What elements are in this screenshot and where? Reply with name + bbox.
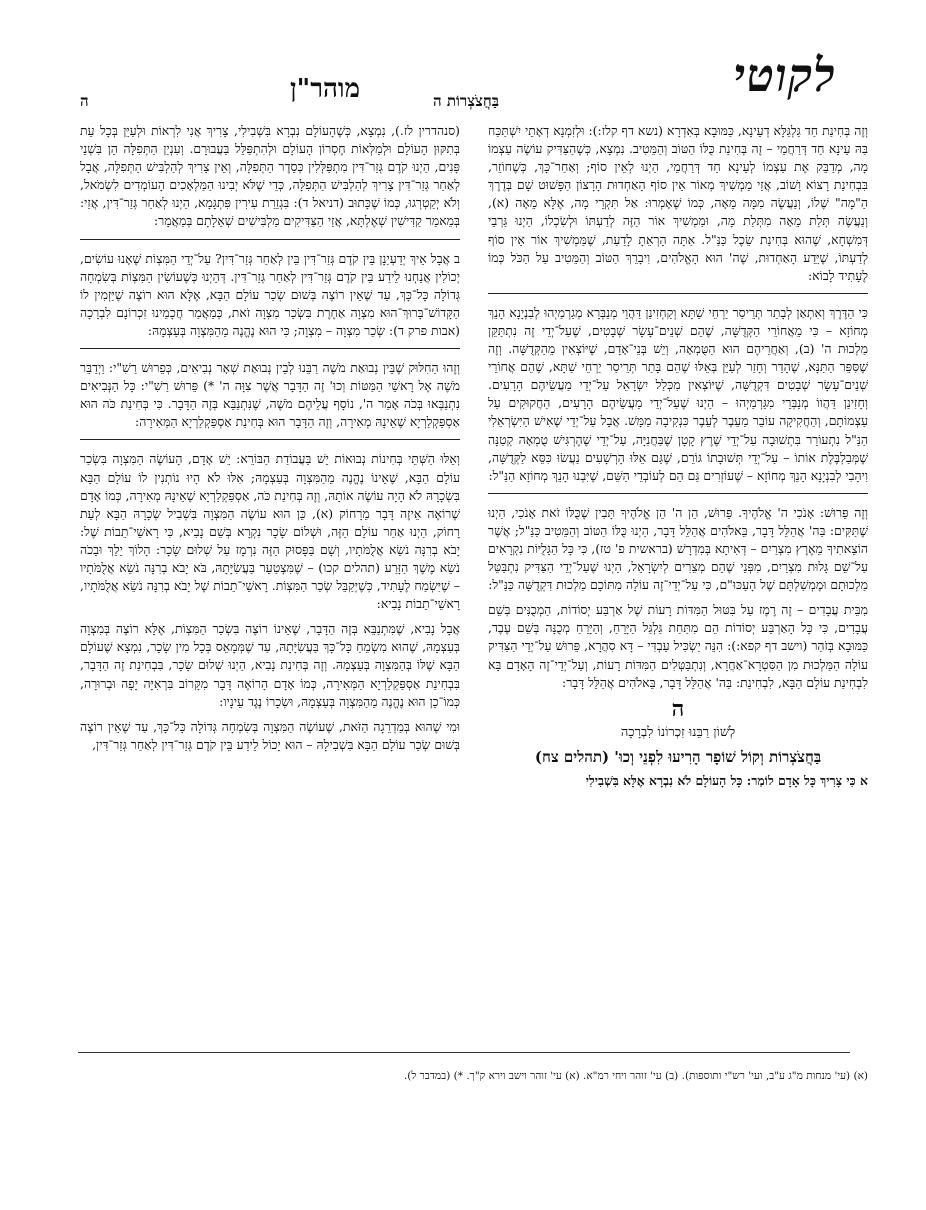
left-column — [80, 122, 460, 761]
paragraph-divider — [488, 493, 868, 494]
paragraph-left-3: וְזֶהוּ הַחִלּוּק שֶׁבֵּין נְבוּאַת מֹשֶׁה רַבֵּנוּ לְבֵין נְבוּאַת שְׁאָר נְבִיאִים, כְּפֵרוּשׁ רַשִׁ"י: וַיְדַבֵּר מֹשֶׁה אֶל רָאשֵׁי הַמַּטּוֹת וְכוּ' זֶה הַדָּבָר אֲשֶׁר צִוָּה ה' *) פֵּרוּשׁ רַשִׁ"י: כָּל הַנְּבִיאִים נִתְנַבְּאוּ בְּכֹה אָמַר ה', נוֹסָף עֲלֵיהֶם מֹשֶׁה, שֶׁנִּתְנַבֵּא בְּזֶה הַדָּבָר. כִּי בְּחִינַת כֹּה הוּא אַסְפַּקְלַרְיָא שֶׁאֵינָהּ מְאִירָה, וְזֶה הַדָּבָר הוּא בְּחִינַת אַסְפַּקְלַרְיָא הַמְּאִירָה: — [80, 360, 460, 430]
paragraph-left-1: (סנהדרין לז.), נִמְצָא, כְּשֶׁהָעוֹלָם נִבְרָא בִּשְׁבִילִי, צָרִיךְ אֲנִי לִרְאוֹת וּלְעַיֵּן בְּכָל עֵת בְּתִקּוּן הָעוֹלָם וּלְמַלְּאוֹת חֶסְרוֹן הָעוֹלָם וּלְהִתְפַּלֵּל בַּעֲבוּרָם. וְעִנְיַן הַתְּפִלָּה הֵן בִּשְׁנֵי פָּנִים, הַיְנוּ קֹדֶם גְּזַר־דִּין מִתְפַּלְּלִין כְּסֵדֶר הַתְּפִלָּה, וְאֵין צָרִיךְ לְהַלְבִּישׁ הַתְּפִלָּה, אֲבָל לְאַחַר גְּזַר־דִּין צָרִיךְ לְהַלְבִּישׁ הַתְּפִלָּה, כְּדֵי שֶׁלֹּא יְבִינוּ הַמַּלְאָכִים הָעוֹמְדִים לִשְׂמֹאל, וְלֹא יְקַטְרְגוּ, כְּמוֹ שֶׁכָּתוּב (דניאל ד): בִּגְזֵרַת עִירִין פִּתְגָּמָא, הַיְנוּ לְאַחַר גְּזַר־דִּין, אֲזַי: בְּמֵאמַר קַדִּישִׁין שְׁאֶלְתָּא, אֲזַי הַצַּדִּיקִים מַלְבִּישִׁים שְׁאֵלָתָם בְּמַאֲמָר: — [80, 123, 460, 229]
book-title-moharan: מוהר"ן — [290, 74, 360, 104]
paragraph-divider — [80, 439, 460, 440]
paragraph-right-3: וְזֶה פֵּרוּשׁ: אָנֹכִי ה' אֱלֹהֶיךָ. פֵּרוּשׁ, הֵן ה' הֵן אֱלֹהֶיךָ תָּבִין שֶׁכֻּלּוֹ זֹאת אָנֹכִי, הַיְנוּ שֶׁתַּקִּים: בַּה' אֲהַלֵּל דָּבָר, בֵּאלֹהִים אֲהַלֵּל דָּבָר, הַיְנוּ כֻּלּוֹ הַטּוֹב וְהַמֵּטִיב כַּנַּ"ל; אֲשֶׁר הוֹצֵאתִיךָ מֵאֶרֶץ מִצְרַיִם – דְּאִיתָא בְּמִדְרָשׁ (בראשית פ' טז), כִּי כָּל הַגָּלֻיּוֹת נִקְרָאִים עַל־שֵׁם גָּלוּת מִצְרַיִם, מִפְּנֵי שֶׁהֵם מְצֵרִים לְיִשְׂרָאֵל, הַיְנוּ שֶׁעַל־יְדֵי הַצַּדִּיק נִתְבַּטֵּל מַלְכוּתָם וּמֶמְשַׁלְתָּם שֶׁל הָעַכּוּ"ם, כִּי עַל־יְדֵי־זֶה עוֹלָה מִתּוֹכָם מַלְכוּת דִּקְדֻשָּׁה כַּנַּ"ל: — [488, 504, 868, 593]
footnote-divider — [78, 1052, 850, 1053]
paragraph-left-5: אֲבָל נָבִיא, שֶׁמִּתְנַבֵּא בְּזֶה הַדָּבָר, שֶׁאֵינוֹ רוֹצֶה בִּשְׂכַר הַמִּצְוֹת, אֶלָּא רוֹצֶה בְּמִצְוָה בְּעַצְמָהּ, שֶׁהוּא מִשְׂמֵחַ כָּל־כָּךְ בַּעֲשִׂיָּתָהּ, עַד שֶׁמְּמָאֵס בְּכָל מִין שָׂכָר, נִמְצָא שֶׁעוֹלָם הַבָּא שֶׁלּוֹ בְּהַמִּצְוָה בְּעַצְמָהּ. וְזֶה בְּחִינַת נָבִיא, הַיְנוּ שְׁלוּם שָׂכָר, בִּבְחִינַת זֶה הַדָּבָר, בִּבְחִינַת אַסְפַּקְלַרְיָא הַמְּאִירָה, כְּמוֹ אָדָם הָרוֹאֶה דָּבָר מִקָּרוֹב בִּרְאִיָּה יָפָה וּבְרוּרָה, כְּמוֹ־כֵן הוּא נֶהֱנֶה מֵהַמִּצְוָה בְּעַצְמָהּ, וּשְׂכָרוֹ נֶגֶד עֵינָיו: — [80, 621, 460, 709]
section-opening: א כִּי צָרִיךְ כָּל אָדָם לוֹמַר: כָּל הָעוֹלָם לֹא נִבְרָא אֶלָּא בִּשְׁבִילִי — [585, 773, 868, 788]
right-column — [488, 122, 868, 797]
section-title: בַּחֲצֹצְרוֹת וְקוֹל שׁוֹפָר הָרִיעוּ לִפְנֵי וְכוּ' (תהלים צח) — [534, 747, 822, 766]
section-subtitle: לְשׁוֹן רַבֵּנוּ זִכְרוֹנוֹ לִבְרָכָה — [620, 724, 736, 740]
page-letter: ה — [80, 92, 89, 110]
paragraph-right-4: מִבֵּית עֲבָדִים – זֶה רֶמֶז עַל בִּטּוּל הַמִּדּוֹת רָעוֹת שֶׁל אַרְבַּע יְסוֹדוֹת, הַמְכֻנִּים בְּשֵׁם עֲבָדִים, כִּי כָּל הָאַרְבַּע יְסוֹדוֹת הֵם מִתַּחַת גַּלְגַּל הַיָּרֵחַ, וְהַיָּרֵחַ מְכֻנָּה בְּשֵׁם עֶבֶד, כַּמּוּבָא בְּזֹהַר (וישב דף קפא:): הִנֵּה יַשְׂכִּיל עַבְדִּי – דָּא סִהֲרָא, פֵּרוּשׁ עַל־יְדֵי הַצַּדִּיק עוֹלָה הַמַּלְכוּת מִן הַסִּטְרָא־אַחֲרָא, וְנִתְבַּטְּלִים הַמִּדּוֹת רָעוֹת, וְעַל־יְדֵי־זֶה הָאָדָם בָּא לִבְחִינַת עוֹלָם הַבָּא, לִבְחִינַת: בַּה' אֲהַלֵּל דָּבָר, בֵּאלֹהִים אֲהַלֵּל דָּבָר: — [488, 602, 868, 690]
paragraph-left-4: וְאֵלּוּ הַשְּׁתֵּי בְּחִינוֹת נְבוּאוֹת יֵשׁ בַּעֲבוֹדַת הַבּוֹרֵא: יֵשׁ אָדָם, הָעוֹשֶׂה הַמִּצְוָה בִּשְׂכַר עוֹלָם הַבָּא, שֶׁאֵינוֹ נֶהֱנֶה מֵהַמִּצְוָה בְּעַצְמָהּ; אִלּוּ לֹא הָיוּ נוֹתְנִין לוֹ עוֹלָם הַבָּא בִּשְׂכָרָהּ לֹא הָיָה עוֹשֶׂה אוֹתָהּ, וְזֶה בְּחִינַת כֹּה, אַסְפַּקְלַרְיָא שֶׁאֵינָהּ מְאִירָה, כְּמוֹ אָדָם שֶׁרוֹאֶה אֵיזֶה דָּבָר מֵרָחוֹק (א), כֵּן הוּא עוֹשֶׂה הַמִּצְוָה בִּשְׁבִיל שְׂכָרָהּ הַבָּא לְעֵת רָחוֹק, הַיְנוּ אַחַר עוֹלָם הַזֶּה, וּשְׁלוֹם שָׂכָר נִקְרָא בְּשֵׁם נָבִיא, כִּי רָאשֵׁי־תֵבוֹת שֶׁל: יָבֹא בְרִנָּה נֹשֵׂא אֲלֻמֹּתָיו, וְשָׁם בַּפָּסוּק הַזֶּה נִרְמָז עַל שְׁלוּם שָׂכָר: הָלוֹךְ יֵלֵךְ וּבָכֹה נֹשֵׂא מֶשֶׁךְ הַזָּרַע (תהלים קכו) – שֶׁמִּצְטַעֵר בַּעֲשִׂיָּתָהּ, בֹּא יָבֹא בְרִנָּה נֹשֵׂא אֲלֻמֹּתָיו – שֶׁיִּשְׂמַח לֶעָתִיד, כְּשֶׁיְּקַבֵּל שְׂכַר הַמִּצְוֹת. רָאשֵׁי־תֵבוֹת שֶׁל יָבֹא בְרִנָּה נֹשֵׂא אֲלֻמֹּתָיו, רָאשֵׁי־תֵבוֹת נָבִיא: — [79, 451, 460, 612]
paragraph-divider — [488, 293, 868, 294]
paragraph-right-2: כִּי הַדֶּרֶךְ וְאִתְאַן לְבָתַר תְּרֵיסַר יַרְחֵי שַׁתָּא וְקַחְזִינַן דַּהֲוֵי מְנַבְּרָא מְגַרְמַיְהוּ לְבִנְיָנָא הָנֵךְ מְחוֹזָא – כִּי מֵאֲחוֹרֵי הַקְּדֻשָּׁה, שֶׁהֵם שְׁנֵים־עָשָׂר שְׁבָטִים, שֶׁעַל־יְדֵי זֶה נִתְתַּקֵּן מַלְכוּת ה' (ב), וְאַחֲרֵיהֶם הוּא הַטֻּמְאָה, וְיֵשׁ בְּנֵי־אָדָם, שֶׁיּוֹצְאִין מֵהַקְּדֻשָּׁה. וְזֶה שֶׁסִּפֵּר הַתַּנָּא, שֶׁהָדַר וְחָזַר לְעַיֵּן בְּאֵלּוּ שֶׁהֵם בָּתַר תְּרֵיסַר יַרְחֵי שַׁתָּא, שֶׁהֵם אֲחוֹרֵי שְׁנֵים־עָשָׂר שְׁבָטִים דִּקְדֻשָּׁה, שֶׁיּוֹצְאִין מִכְּלַל יִשְׂרָאֵל עַל־יְדֵי מַעֲשֵׂיהֶם הָרָעִים. וְחָזִינַן דַּהֲווֹ מְנַבְּרֵי מִגַּרְמַיְהוּ – הַיְנוּ שֶׁעַל־יְדֵי מַעֲשֵׂיהֶם הָרָעִים, הַחֲקוּקִים עַל עַצְמוֹתָם, וְהַחֲקִיקָה עוֹבֵר מֵעֵבֶר לְעֵבֶר כִּנְקִיבָה מַמָּשׁ. אֲבָל עַל־יְדֵי שֶׁאִישׁ הַיִּשְׂרְאֵלִי הַנַּ"ל נִתְעוֹרֵר בִּתְשׁוּבָה עַל־יְדֵי שֶׁרֶץ קָטָן שֶׁבַּחֲנִיָּה, עַל־יְדֵי שֶׁהֶרְגִּישׁ טֻמְאָה קְטַנָּה שֶׁמְּבַלְבֶּלֶת אוֹתוֹ – עַל־יְדֵי תְּשׁוּבָתוֹ גּוֹרֵם, שֶׁגַּם אֵלּוּ הָרְשָׁעִים נַעֲשׂוּ כִּסֵּא לַקְּדֻשָּׁה, וִיהָבִי לְבִנְיָנָא הָנֵךְ מְחוֹזָא – שֶׁעוֹזְרִים גַּם הֵם לְעוֹבְדֵי הַשֵּׁם, שֶׁיִּבְנוּ הָנֵךְ מְחוֹזָא הַנַּ"ל: — [488, 304, 868, 483]
running-section-header: בַּחֲצֹצְרוֹת ה — [432, 92, 500, 110]
footnotes: (א) (עי' מנחות מ"ג ע"ב, ועי' רש"י ותוספות). (ב) עי' זוהר ויחי רמ"א. (א) עי' זוהר וישב וירא ק"ך. *) (במדבר ל). — [403, 1070, 868, 1082]
section-letter: ה — [671, 695, 685, 722]
paragraph-divider — [80, 348, 460, 349]
paragraph-left-2: ב אֲבָל אֵיךְ יְדַעְיַנָן בֵּין קֹדֶם גְּזַר־דִּין בֵּין לְאַחַר גְּזַר־דִּין? עַל־יְדֵי הַמִּצְוֹת שֶׁאָנוּ עוֹשִׂים, יְכוֹלִין אֲנַחְנוּ לֵידַע בֵּין קֹדֶם גְּזַר־דִּין לְאַחַר גְּזַר־דִּין. דְּהַיְנוּ כְּשֶׁעוֹשִׂין הַמִּצְוֹת בְּשִׂמְחָה גְּדוֹלָה כָּל־כָּךְ, עַד שֶׁאֵין רוֹצֶה בְּשׁוּם שְׂכַר עוֹלָם הַבָּא, אֶלָּא הוּא רוֹצֶה שֶׁיַּזְמִין לוֹ הַקָּדוֹשׁ־בָּרוּךְ־הוּא מִצְוָה אַחֶרֶת בִּשְׂכַר מִצְוָה זֹאת, כְּמַאֲמַר חֲכָמֵינוּ זִכְרוֹנָם לִבְרָכָה (אבות פרק ד): שְׂכַר מִצְוָה – מִצְוָה; כִּי הוּא נֶהֱנֶה מֵהַמִּצְוָה בְּעַצְמָהּ: — [80, 250, 460, 338]
paragraph-right-1: וְזֶה בְּחִינַת חַד גַּלְגַּלָּא דְעֵינָא, כַּמּוּבָא בְּאִדְרָא (נשא דף קלז:): וּלְזִמְנָא דְאָתֵי יִשְׁתַּכַּח בַּהּ עֵינָא חַד דְּרַחֲמֵי – זֶה בְּחִינַת כֻּלּוֹ הַטּוֹב וְהַמֵּטִיב. נִמְצָא, כְּשֶׁהַצַּדִּיק עוֹשֶׂה עַצְמוֹ מָה, מְדַבֵּק אֶת עַצְמוֹ לְעֵינָא חַד דְּרַחֲמֵי, הַיְנוּ לְאֵין סוֹף; וְאַחַר־כָּךְ, כְּשֶׁחוֹזֵר, בִּבְחִינַת רָצוֹא וָשׁוֹב, אֲזַי מַמְשִׁיךְ מְאוֹר אֵין סוֹף הָאַחְדוּת הָרָצוֹן הַפָּשׁוּט שָׁם בְּדֶרֶךְ הַ"מָה" שֶׁלוֹ, וְנַעֲשֶׂה מִמָּה מֵאָה, כְּמוֹ שֶׁאָמְרוּ: אַל תִּקְרֵי מָה, אֶלָּא מֵאָה (א), וְנַעֲשֶׂה תְּלַת מֵאָה מִתְּלַת מָה, וּמַמְשִׁיךְ אוֹר הַזֶּה לְדַעְתּוֹ וּלְשִׂכְלוֹ, הַיְנוּ גַּרְבֵי דְּמִשְׁחָא, שֶׁהוּא בְּחִינַת שֵׂכֶל כַּנַּ"ל. אַתָּה הָרְאֵתָ לָדַעַת, שֶׁמַּמְשִׁיךְ אוֹר אֵין סוֹף לְדַעְתּוֹ, שֶׁיֵּדַע הָאַחְדוּת, שֶׁה' הוּא הָאֱלֹהִים, וִיבָרֵךְ הַטּוֹב וְהַמֵּטִיב עַל הַכֹּל כְּמוֹ לֶעָתִיד לָבוֹא: — [488, 123, 868, 283]
paragraph-left-6: וּמִי שֶׁהוּא בְּמַדְרֵגָה הַזֹּאת, שֶׁעוֹשֶׂה הַמִּצְוָה בְּשִׂמְחָה גְּדוֹלָה כָּל־כָּךְ, עַד שֶׁאֵין רוֹצֶה בְּשׁוּם שְׂכַר עוֹלָם הַבָּא בִּשְׁבִילָהּ – הוּא יָכוֹל לֵידַע בֵּין קֹדֶם גְּזַר־דִּין לְאַחַר גְּזַר־דִּין, — [80, 718, 460, 752]
paragraph-divider — [80, 239, 460, 240]
book-title-likutei: לקוטי — [733, 48, 836, 102]
